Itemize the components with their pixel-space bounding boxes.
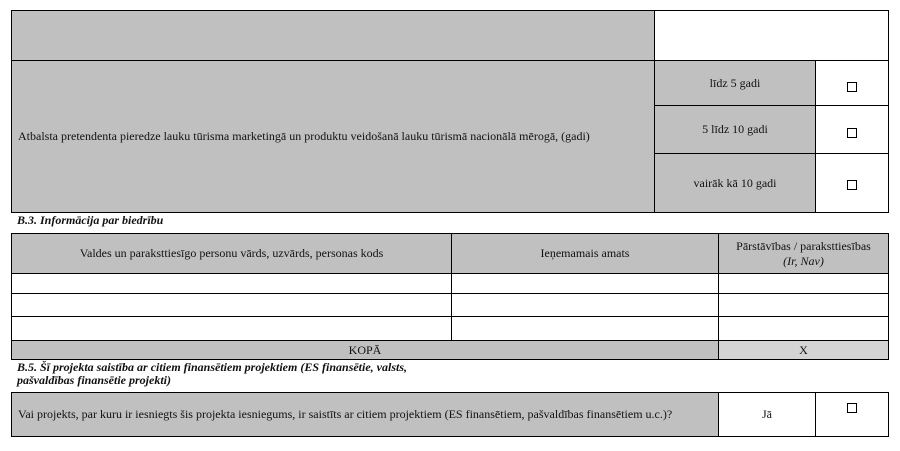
b3-row3-col1[interactable] <box>11 316 452 341</box>
b3-header-col3 <box>718 233 889 274</box>
b3-total-value-cell <box>718 340 889 360</box>
b3-header-col3-line1: Pārstāvības / paraksttiesības <box>736 238 871 253</box>
experience-option-1-checkbox-cell[interactable] <box>815 60 889 106</box>
b3-total-label: KOPĀ <box>348 342 382 357</box>
b3-row1-col1[interactable] <box>11 273 452 294</box>
b3-header-col3-line2: (Ir, Nav) <box>783 253 824 268</box>
b5-answer-label-cell <box>718 392 816 437</box>
b5-question-cell <box>11 392 719 437</box>
b3-total-value: X <box>799 342 808 357</box>
experience-option-1 <box>654 60 816 106</box>
experience-option-2-checkbox[interactable] <box>847 128 857 138</box>
b3-row2-col1[interactable] <box>11 293 452 317</box>
b3-header-col1-text: Valdes un paraksttiesīgo personu vārds, uzvārds, personas kods <box>79 246 384 260</box>
experience-option-1-checkbox[interactable] <box>847 82 857 92</box>
b3-row3-col3[interactable] <box>718 316 889 341</box>
b3-row1-col2[interactable] <box>451 273 719 294</box>
experience-question-cell <box>11 60 655 213</box>
b5-question-text: Vai projekts, par kuru ir iesniegts šis projekta iesniegums, ir saistīts ar citiem projektiem (ES finansētiem, pašvaldības finansētiem u.c.)? <box>18 407 673 421</box>
experience-option-2-label: 5 līdz 10 gadi <box>702 122 768 136</box>
experience-option-2-checkbox-cell[interactable] <box>815 105 889 154</box>
b5-answer-checkbox-cell[interactable] <box>815 392 889 437</box>
b3-row2-col3[interactable] <box>718 293 889 317</box>
top-header-grey-cell <box>11 10 655 61</box>
b3-header-col2 <box>451 233 719 274</box>
b3-row2-col2[interactable] <box>451 293 719 317</box>
experience-option-3-checkbox[interactable] <box>847 180 857 190</box>
section-b5-title-line1: B.5. Šī projekta saistība ar citiem finansētiem projektiem (ES finansētie, valsts, <box>17 360 408 374</box>
b3-header-col2-text: Ieņemamais amats <box>540 246 630 260</box>
experience-option-3-checkbox-cell[interactable] <box>815 153 889 213</box>
b5-answer-label: Jā <box>762 407 772 421</box>
section-b5-title <box>17 361 407 387</box>
b3-header-col1 <box>11 233 452 274</box>
experience-question-text: Atbalsta pretendenta pieredze lauku tūrisma marketingā un produktu veidošanā lauku tūrismā nacionālā mērogā, (gadi) <box>18 129 590 143</box>
top-header-blank-cell <box>654 10 889 61</box>
b3-row1-col3[interactable] <box>718 273 889 294</box>
experience-option-3-label: vairāk kā 10 gadi <box>693 175 777 190</box>
b3-total-label-cell <box>11 340 719 360</box>
experience-option-1-label: līdz 5 gadi <box>709 75 761 90</box>
b5-answer-checkbox[interactable] <box>847 403 857 413</box>
experience-option-3 <box>654 153 816 213</box>
b3-row3-col2[interactable] <box>451 316 719 341</box>
section-b3-title: B.3. Informācija par biedrību <box>17 213 164 227</box>
section-b5-title-line2: pašvaldības finansētie projekti) <box>17 373 171 387</box>
experience-option-2 <box>654 105 816 154</box>
